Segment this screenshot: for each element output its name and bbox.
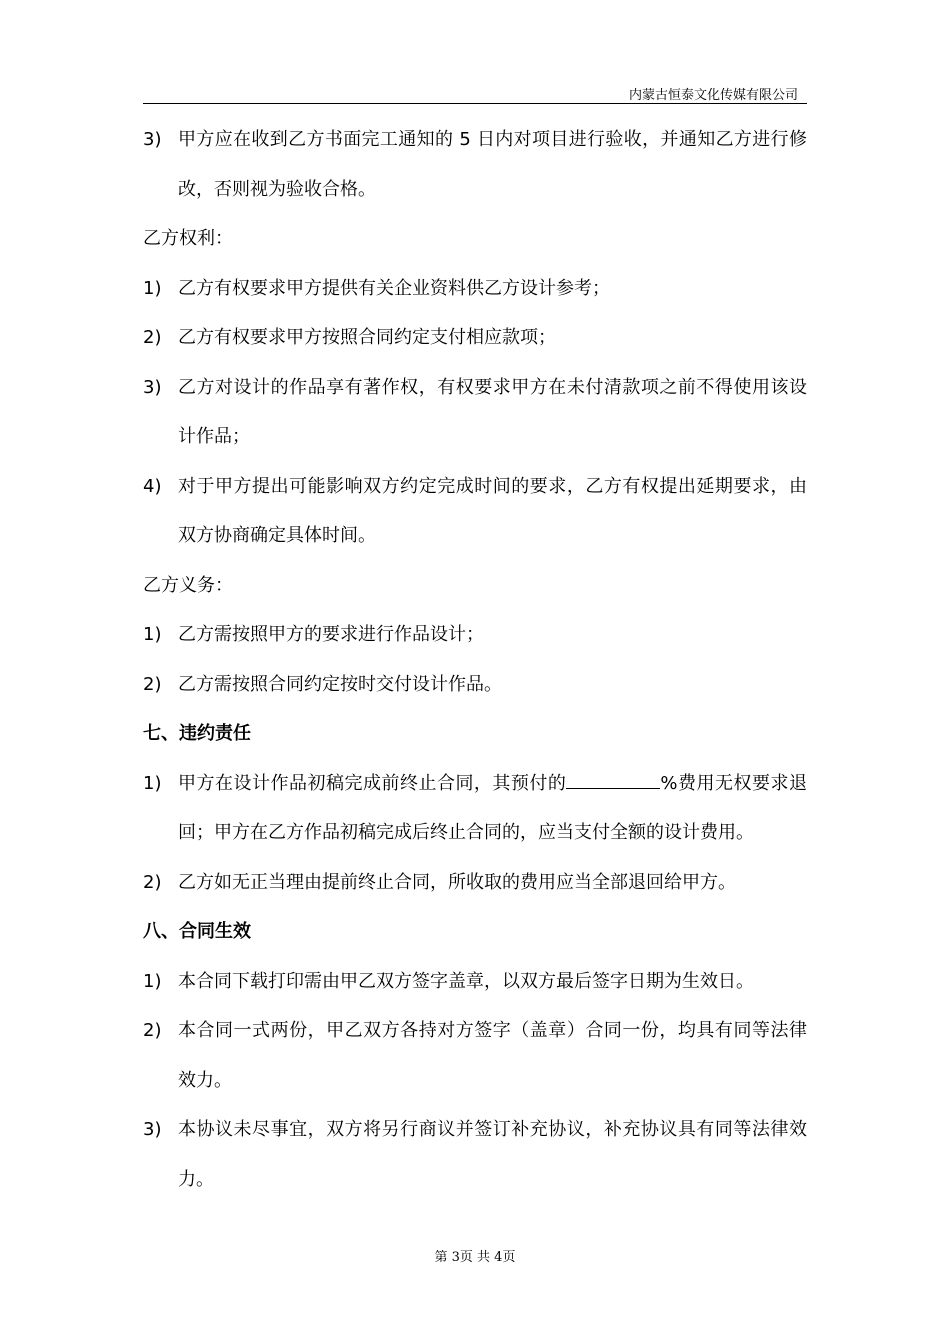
- list-text: 乙方对设计的作品享有著作权，有权要求甲方在未付清款项之前不得使用该设计作品；: [178, 376, 807, 447]
- section-7-heading: 七、违约责任: [143, 723, 251, 744]
- list-text: 本协议未尽事宜，双方将另行商议并签订补充协议，补充协议具有同等法律效力。: [178, 1119, 807, 1190]
- percentage-blank-line: [566, 770, 660, 789]
- partyB-rights-item-4: [143, 462, 807, 561]
- section-8-item-2: [143, 1006, 807, 1105]
- list-text: 对于甲方提出可能影响双方约定完成时间的要求，乙方有权提出延期要求，由双方协商确定具体时间。: [178, 475, 807, 546]
- partyB-rights-heading: 乙方权利：: [143, 228, 233, 249]
- section-8-item-3: [143, 1105, 807, 1204]
- list-number: 3): [143, 1119, 162, 1140]
- list-text: 乙方有权要求甲方提供有关企业资料供乙方设计参考；: [178, 277, 610, 299]
- partyB-duties-item-1: [143, 610, 807, 660]
- page-number: 第 3页 共 4页: [434, 1250, 516, 1265]
- text-before-blank: 甲方在设计作品初稿完成前终止合同，其预付的: [178, 772, 567, 794]
- section-8-heading: 八、合同生效: [143, 921, 251, 942]
- header-divider: [143, 103, 807, 104]
- partyB-rights-item-2: [143, 313, 807, 363]
- list-number: 3): [143, 376, 162, 398]
- list-text: 本合同一式两份，甲乙双方各持对方签字（盖章）合同一份，均具有同等法律效力。: [178, 1020, 807, 1091]
- list-number: 1): [143, 277, 162, 299]
- text-after-blank: %费用无权要求退回；甲方在乙方作品初稿完成后终止合同的，应当支付全额的设计费用。: [178, 772, 807, 843]
- list-text: 乙方需按照甲方的要求进行作品设计；: [178, 624, 484, 645]
- list-text: 甲方应在收到乙方书面完工通知的 5 日内对项目进行验收，并通知乙方进行修改，否则视为验收合格。: [178, 129, 807, 200]
- list-number: 2): [143, 871, 162, 893]
- list-text: 乙方需按照合同约定按时交付设计作品。: [178, 673, 502, 695]
- section-8-item-1: [143, 957, 807, 1007]
- list-number: 3): [143, 129, 162, 150]
- list-number: 1): [143, 970, 162, 992]
- document-body: [143, 115, 807, 1204]
- list-text: [178, 759, 807, 858]
- list-text: 本合同下载打印需由甲乙双方签字盖章，以双方最后签字日期为生效日。: [178, 970, 754, 992]
- list-number: 4): [143, 475, 162, 497]
- header-company-name: 内蒙古恒泰文化传媒有限公司: [628, 88, 798, 103]
- list-text: 乙方有权要求甲方按照合同约定支付相应款项；: [178, 327, 556, 348]
- section-7-item-2: [143, 858, 807, 908]
- partyB-rights-item-3: [143, 363, 807, 462]
- partyA-duty-item-3: [143, 115, 807, 214]
- section-7-item-1: [143, 759, 807, 858]
- partyB-duties-heading: 乙方义务：: [143, 574, 233, 596]
- partyB-rights-item-1: [143, 264, 807, 314]
- list-number: 1): [143, 772, 162, 794]
- list-number: 2): [143, 327, 162, 348]
- list-number: 1): [143, 624, 162, 645]
- partyB-duties-item-2: [143, 660, 807, 710]
- list-number: 2): [143, 1020, 162, 1041]
- list-text: 乙方如无正当理由提前终止合同，所收取的费用应当全部退回给甲方。: [178, 871, 736, 893]
- list-number: 2): [143, 673, 162, 695]
